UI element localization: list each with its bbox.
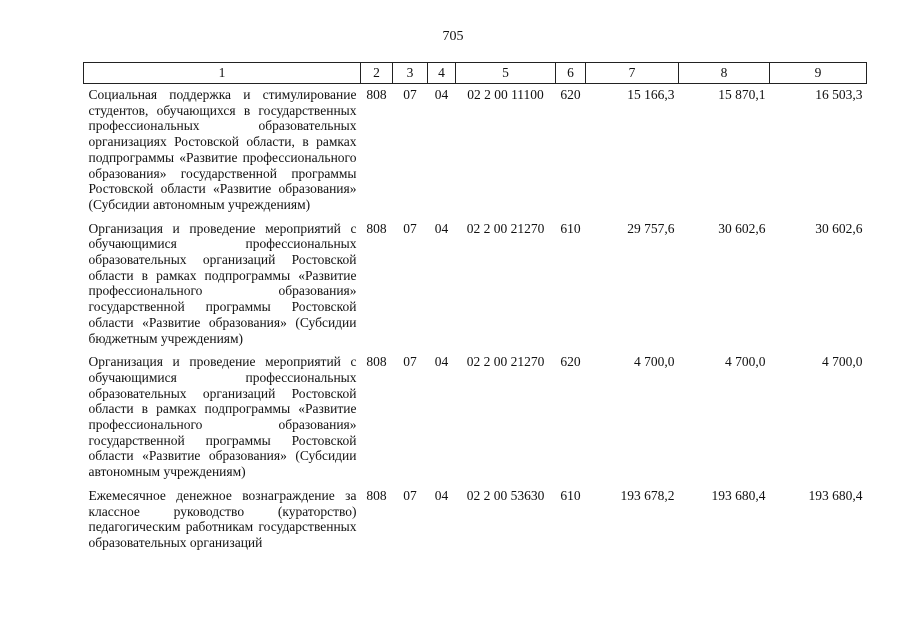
row-col-9: 4 700,0 — [822, 354, 863, 370]
header-col-7: 7 — [586, 63, 679, 84]
row-col-4: 04 — [434, 487, 449, 503]
row-col-9: 30 602,6 — [815, 220, 863, 236]
row-col-3: 07 — [403, 220, 417, 236]
page-number: 705 — [442, 29, 464, 44]
row-col-8: 4 700,0 — [725, 354, 766, 370]
row-col-5: 02 2 00 53630 — [466, 487, 545, 503]
row-col-9: 16 503,3 — [815, 87, 863, 102]
row-col-5: 02 2 00 21270 — [466, 354, 545, 370]
header-col-1: 1 — [84, 63, 361, 84]
row-col-7: 29 757,6 — [627, 220, 675, 236]
row-col-7: 193 678,2 — [620, 487, 675, 503]
row-col-8: 30 602,6 — [718, 220, 766, 236]
header-col-2: 2 — [361, 63, 393, 84]
header-col-6: 6 — [556, 63, 586, 84]
header-col-3: 3 — [393, 63, 428, 84]
row-col-2: 808 — [366, 220, 387, 236]
header-col-8: 8 — [679, 63, 770, 84]
table-header — [84, 63, 867, 84]
row-col-3: 07 — [403, 487, 417, 503]
row-col-5: 02 2 00 21270 — [466, 220, 545, 236]
row-col-4: 04 — [434, 87, 449, 102]
row-col-8: 15 870,1 — [718, 87, 766, 102]
row-col-7: 15 166,3 — [627, 87, 675, 102]
table-row — [84, 485, 867, 556]
table-row — [84, 218, 867, 352]
row-col-8: 193 680,4 — [711, 487, 766, 503]
row-col-2: 808 — [366, 354, 387, 370]
row-col-4: 04 — [434, 354, 449, 370]
table-body — [84, 84, 867, 556]
row-col-7: 4 700,0 — [634, 354, 675, 370]
row-col-4: 04 — [434, 220, 449, 236]
row-col-6: 620 — [560, 87, 581, 102]
row-description: Социальная поддержка и стимулирование студентов, обучающихся в государственных профессиональных образовательных организациях Ростовской области, в рамках подпрограммы «Развитие профессионального образования» государственной программы Ростовской области «Развитие образования» (Субсидии автономным учреждениям) — [88, 87, 357, 212]
row-col-5: 02 2 00 11100 — [467, 87, 544, 102]
budget-table — [83, 62, 867, 556]
row-col-3: 07 — [403, 354, 417, 370]
table-row — [84, 84, 867, 218]
header-col-4: 4 — [428, 63, 456, 84]
row-col-9: 193 680,4 — [808, 487, 863, 503]
row-col-3: 07 — [403, 87, 417, 102]
row-col-6: 620 — [560, 354, 581, 370]
row-col-6: 610 — [560, 220, 581, 236]
header-row — [84, 63, 867, 84]
header-col-5: 5 — [456, 63, 556, 84]
row-col-2: 808 — [366, 87, 387, 102]
header-col-9: 9 — [770, 63, 867, 84]
row-description: Организация и проведение мероприятий с обучающимися профессиональных образовательных организаций Ростовской области в рамках подпрограммы «Развитие профессионального образования» государственной программы Ростовской области «Развитие образования» (Субсидии автономным учреждениям) — [88, 354, 357, 480]
row-description: Ежемесячное денежное вознаграждение за классное руководство (кураторство) педагогическим работникам государственных образовательных организаций — [88, 487, 357, 550]
row-col-6: 610 — [560, 487, 581, 503]
table-row — [84, 351, 867, 485]
row-col-2: 808 — [366, 487, 387, 503]
row-description: Организация и проведение мероприятий с обучающимися профессиональных образовательных организаций Ростовской области в рамках подпрограммы «Развитие профессионального образования» государственной программы Ростовской области «Развитие образования» (Субсидии бюджетным учреждениям) — [88, 220, 357, 346]
